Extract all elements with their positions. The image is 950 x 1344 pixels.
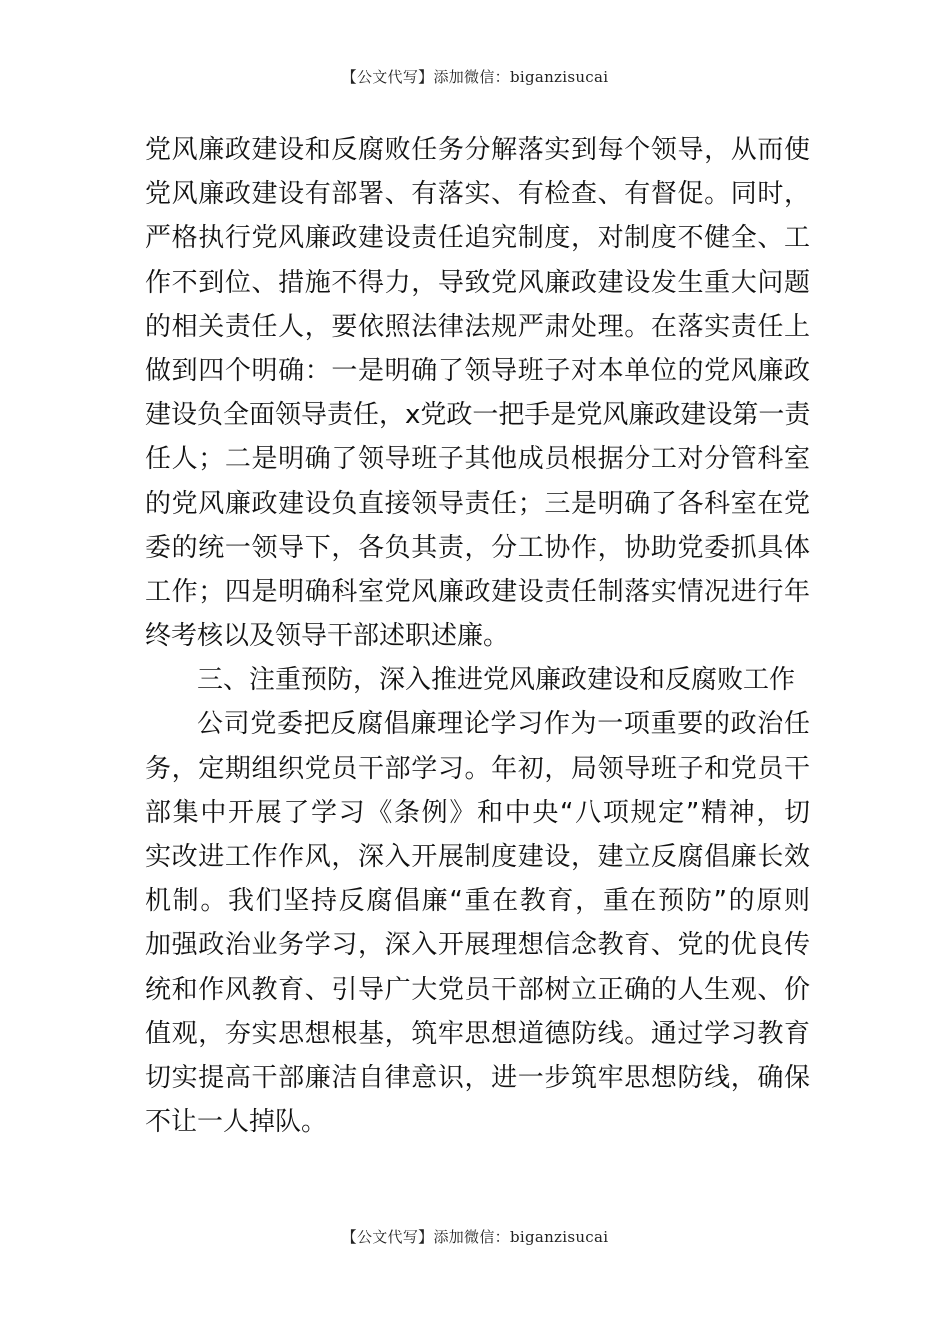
paragraph-line: 机制。我们坚持反腐倡廉“重在教育，重在预防”的原则	[145, 886, 810, 917]
paragraph-line: 切实提高干部廉洁自律意识，进一步筑牢思想防线，确保	[145, 1062, 810, 1093]
paragraph-line: 建设负全面领导责任，x党政一把手是党风廉政建设第一责	[145, 400, 811, 431]
paragraph-line: 统和作风教育、引导广大党员干部树立正确的人生观、价	[145, 974, 810, 1005]
paragraph-line: 实改进工作作风，深入开展制度建设，建立反腐倡廉长效	[145, 842, 810, 872]
running-header: 【公文代写】添加微信：biganzisucai	[341, 68, 609, 86]
paragraph-line: 党风廉政建设有部署、有落实、有检查、有督促。同时，	[145, 179, 810, 210]
paragraph-line: 的相关责任人，要依照法律法规严肃处理。在落实责任上	[145, 311, 810, 342]
paragraph-line: 严格执行党风廉政建设责任追究制度，对制度不健全、工	[145, 223, 810, 254]
paragraph-line: 公司党委把反腐倡廉理论学习作为一项重要的政治任	[197, 709, 810, 740]
paragraph-line: 党风廉政建设和反腐败任务分解落实到每个领导，从而使	[145, 135, 810, 165]
paragraph-line: 任人；二是明确了领导班子其他成员根据分工对分管科室	[145, 444, 810, 475]
paragraph-line: 委的统一领导下，各负其责，分工协作，协助党委抓具体	[145, 532, 810, 563]
paragraph-line: 的党风廉政建设负直接领导责任；三是明确了各科室在党	[145, 488, 810, 519]
paragraph-line: 作不到位、措施不得力，导致党风廉政建设发生重大问题	[145, 267, 810, 298]
section-heading: 三、注重预防，深入推进党风廉政建设和反腐败工作	[197, 665, 796, 696]
paragraph-line: 不让一人掉队。	[145, 1107, 328, 1138]
paragraph-line: 终考核以及领导干部述职述廉。	[145, 621, 510, 652]
paragraph-line: 做到四个明确：一是明确了领导班子对本单位的党风廉政	[145, 355, 810, 386]
paragraph-line: 务，定期组织党员干部学习。年初，局领导班子和党员干	[145, 753, 810, 784]
paragraph-prevention	[145, 702, 810, 1144]
paragraph-line: 部集中开展了学习《条例》和中央“八项规定”精神，切	[145, 797, 810, 828]
paragraph-responsibility	[145, 128, 810, 658]
paragraph-line: 加强政治业务学习，深入开展理想信念教育、党的优良传	[145, 930, 810, 961]
running-footer: 【公文代写】添加微信：biganzisucai	[341, 1228, 609, 1246]
paragraph-line: 工作；四是明确科室党风廉政建设责任制落实情况进行年	[145, 576, 810, 607]
paragraph-line: 值观，夯实思想根基，筑牢思想道德防线。通过学习教育	[145, 1018, 810, 1049]
document-body	[145, 128, 810, 1144]
